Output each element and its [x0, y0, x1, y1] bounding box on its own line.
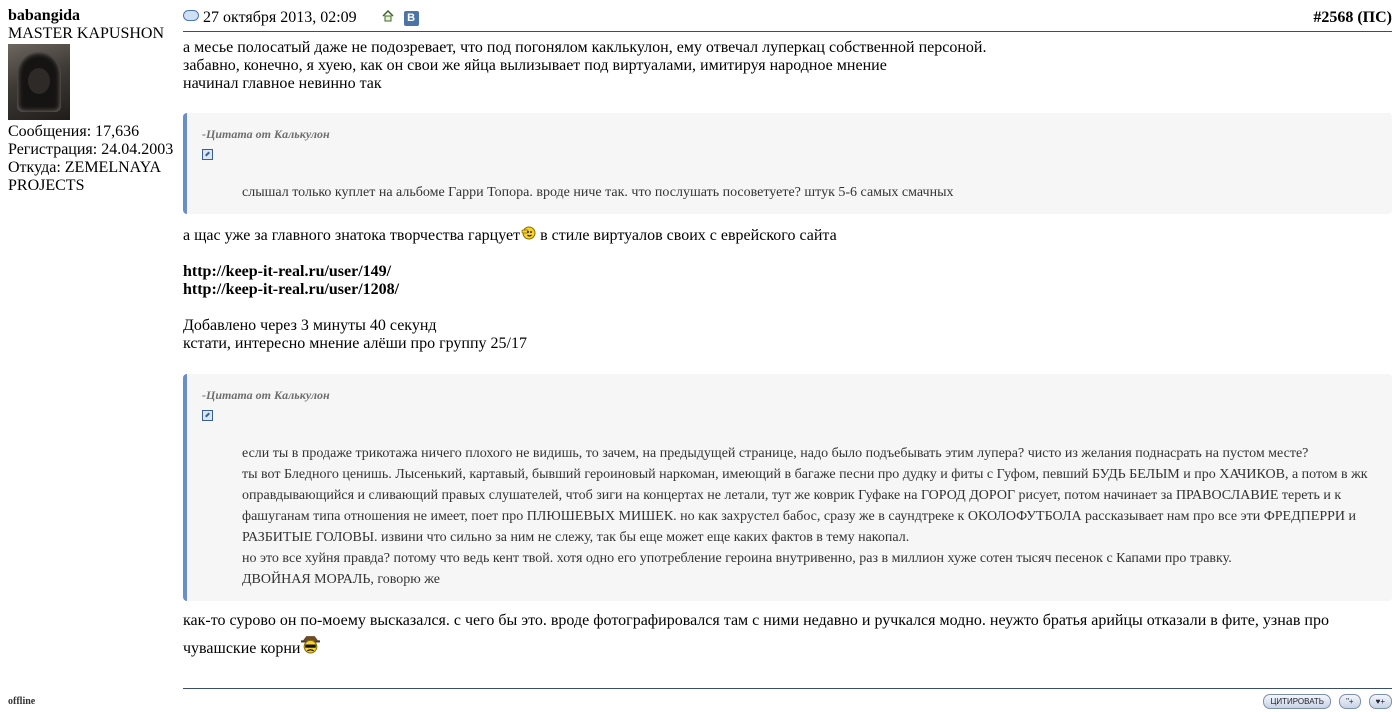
user-title: MASTER KAPUSHON: [8, 25, 165, 42]
profile-link[interactable]: http://keep-it-real.ru/user/1208/: [183, 281, 400, 298]
final-text: как-то сурово он по-моему высказался. с чего бы это. вроде фотографировался там с ними недавно и ручкался модно. неужто братья арийцы отказали в фите, узнав про чувашские корни: [183, 612, 1329, 657]
quote-line: но это все хуйня правда? потому что ведь кент твой. хотя одно его употребление героина внутривенно, раз в миллион хуже сотен тысяч песенок с Капами про травку.: [242, 551, 1232, 566]
quote-block-1: [183, 113, 1392, 214]
quote-link-icon[interactable]: [202, 149, 213, 160]
quote-line: если ты в продаже трикотажа ничего плохого не видишь, то зачем, на предыдущей странице, надо было подъебывать этим лупера? чисто из желания поднасрать на пустом месте?: [242, 446, 1309, 461]
added-time: Добавлено через 3 минуты 40 секунд: [183, 317, 437, 334]
quote-block-2: [183, 374, 1392, 601]
home-icon[interactable]: [382, 10, 394, 22]
post-header: [183, 7, 1392, 32]
avatar[interactable]: [8, 44, 70, 120]
quote-header: -Цитата от Калькулон: [202, 388, 330, 402]
post-body: [183, 39, 1392, 661]
intro-line: начинал главное невинно так: [183, 75, 382, 92]
post-number[interactable]: [1313, 8, 1392, 28]
quote-link-icon[interactable]: [202, 410, 213, 421]
post-meta: [183, 8, 419, 28]
quote-text: слышал только куплет на альбоме Гарри Топора. вроде ниче так. что послушать посоветуете? штук 5-6 самых смачных: [242, 185, 954, 200]
profile-link[interactable]: http://keep-it-real.ru/user/149/: [183, 263, 392, 280]
spy-smiley-icon: [300, 633, 321, 654]
post-footer-rule: [183, 688, 1392, 689]
thumbs-up-smiley-icon: [520, 225, 536, 241]
quote-text: [242, 443, 1377, 590]
paragraph-text: в стиле виртуалов своих с еврейского сайта: [536, 227, 837, 244]
post-final-paragraph: [183, 609, 1392, 661]
username[interactable]: babangida: [8, 7, 81, 24]
post-date: 27 октября 2013, 02:09: [203, 9, 357, 26]
paragraph-text: а щас уже за главного знатока творчества гарцует: [183, 227, 521, 244]
message-icon: [183, 10, 199, 21]
user-location: Откуда: ZEMELNAYA PROJECTS: [8, 159, 161, 194]
multiquote-button[interactable]: "+: [1339, 694, 1361, 709]
reply-button[interactable]: ♥+: [1369, 694, 1392, 709]
post-intro: [183, 39, 1392, 93]
added-text: кстати, интересно мнение алёши про группу 25/17: [183, 335, 527, 352]
avatar-face-shape: [28, 68, 50, 94]
intro-line: забавно, конечно, я хуею, как он свои же яйца вылизывает под виртуалами, имитируя народное мнение: [183, 57, 887, 74]
quote-button[interactable]: ЦИТИРОВАТЬ: [1263, 694, 1331, 709]
links-block: [183, 263, 1392, 299]
post-paragraph: [183, 225, 1392, 245]
quote-line: ты вот Бледного ценишь. Лысенький, картавый, бывший героиновый наркоман, имеющий в багаже песни про дудку и фиты с Гуфом, певший БУДЬ БЕЛЫМ и про ХАЧИКОВ, а потом в жк оправдывающийся и сливающий правых слушателей, чтоб зиги на концертах не летали, тут же коврик Гуфаке на ГОРОД ДОРОГ рисует, потом начинает за ПРАВОСЛАВИЕ тереть и к фашуганам типа отношения не имеет, поет про ПЛЮШЕВЫХ МИШЕК. но как захрустел бабос, сразу же в саундтреке к ОКОЛОФУТБОЛА рассказывает нам про все эти ФРЕДПЕРРИ и РАЗБИТЫЕ ГОЛОВЫ. извини что сильно за ним не слежу, так бы еще может еще каких фактов в тему накопал.: [242, 467, 1368, 545]
post-number-suffix: (ПС): [1357, 9, 1392, 26]
quote-header: -Цитата от Калькулон: [202, 127, 330, 141]
post-number-value[interactable]: #2568: [1313, 9, 1354, 26]
user-registration-date: Регистрация: 24.04.2003: [8, 141, 174, 158]
user-info-panel: [8, 7, 178, 195]
intro-line: а месье полосатый даже не подозревает, что под погонялом каклькулон, ему отвечал луперкац собственной персоной.: [183, 39, 987, 56]
vk-icon[interactable]: В: [404, 11, 419, 26]
user-messages-count: Сообщения: 17,636: [8, 123, 140, 140]
forum-post: [183, 7, 1392, 661]
quote-line: ДВОЙНАЯ МОРАЛЬ, говорю же: [242, 572, 440, 587]
user-status: offline: [8, 696, 36, 707]
post-actions: [1259, 694, 1392, 712]
added-block: [183, 317, 1392, 353]
